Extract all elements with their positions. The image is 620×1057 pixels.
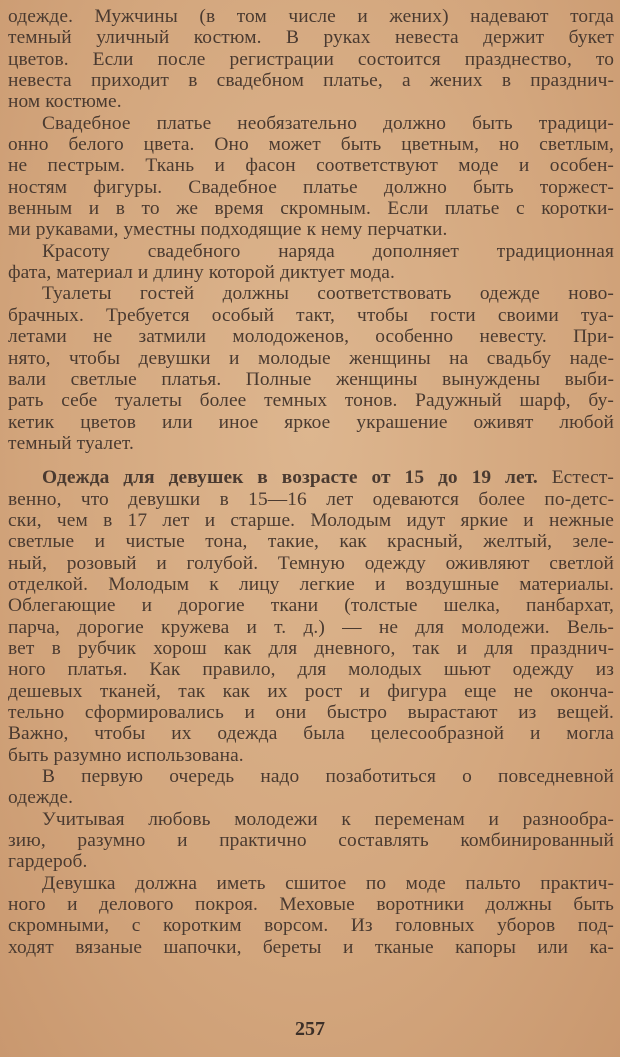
text-line: летами не затмили молодоженов, особенно невесту. При- xyxy=(8,326,614,348)
text-line: ного и делового покроя. Меховые воротники должны быть xyxy=(8,894,614,916)
text-line: быть разумно использована. xyxy=(8,744,244,766)
paragraph xyxy=(8,809,614,873)
paragraph xyxy=(8,241,614,284)
text-line: ходят вязаные шапочки, береты и тканые капоры или ка- xyxy=(8,936,614,958)
text-line: дешевых тканей, так как их рост и фигура еще не оконча- xyxy=(8,680,614,702)
text-line: одежде. xyxy=(8,787,74,809)
text-line: вали светлые платья. Полные женщины вынуждены выби- xyxy=(8,368,614,390)
text-line: В первую очередь надо позаботиться о повседневной xyxy=(42,766,614,788)
text-line: светлые и чистые тона, такие, как красный, желтый, зеле- xyxy=(8,531,614,553)
page-number: 257 xyxy=(295,1018,325,1040)
paragraph xyxy=(8,6,614,113)
text-line: скромными, с коротким ворсом. Из головных уборов под- xyxy=(8,915,614,937)
text-line: цветов. Если после регистрации состоится празднество, то xyxy=(8,48,614,70)
text-line: Туалеты гостей должны соответствовать одежде ново- xyxy=(42,283,614,305)
text-line: фата, материал и длину которой диктует мода. xyxy=(8,262,395,284)
text-line: не пестрым. Ткань и фасон соответствуют моде и особен- xyxy=(8,155,614,177)
text-line: ный, розовый и голубой. Темную одежду оживляют светлой xyxy=(8,552,614,574)
text-line: Учитывая любовь молодежи к переменам и разнообра- xyxy=(42,808,614,830)
text-line: вет в рубчик хорош как для дневного, так и для празднич- xyxy=(8,637,614,659)
text-line: Красоту свадебного наряда дополняет традиционная xyxy=(42,240,614,262)
text-line xyxy=(8,467,614,488)
paragraph-gap xyxy=(8,454,614,467)
text-line: Облегающие и дорогие ткани (толстые шелка, панбархат, xyxy=(8,595,614,617)
paragraph xyxy=(8,873,614,958)
text-line: ностям фигуры. Свадебное платье должно быть торжест- xyxy=(8,176,614,198)
text-line: зию, разумно и практично составлять комбинированный xyxy=(8,830,614,852)
text-line: парча, дорогие кружева и т. д.) — не для молодежи. Вель- xyxy=(8,616,614,638)
text-line: темный уличный костюм. В руках невеста держит букет xyxy=(8,27,614,49)
paragraph xyxy=(8,283,614,454)
text-line: невеста приходит в свадебном платье, а жених в празднич- xyxy=(8,70,614,92)
text-line-rest: Естест- xyxy=(537,467,614,489)
text-line: одежде. Мужчины (в том числе и жених) надевают тогда xyxy=(8,6,614,27)
text-line: венным и в то же время скромным. Если платье с коротки- xyxy=(8,198,614,220)
text-line: ми рукавами, уместны подходящие к нему перчатки. xyxy=(8,219,448,241)
text-line: Важно, чтобы их одежда была целесообразной и могла xyxy=(8,723,614,745)
text-line: тельно сформировались и они быстро вырастают из вещей. xyxy=(8,702,614,723)
text-line: ски, чем в 17 лет и старше. Молодым идут яркие и нежные xyxy=(8,509,614,531)
text-line: рать себе туалеты более темных тонов. Радужный шарф, бу- xyxy=(8,390,614,412)
text-line: онно белого цвета. Оно может быть цветным, но светлым, xyxy=(8,134,614,156)
text-line: нято, чтобы девушки и молодые женщины на свадьбу наде- xyxy=(8,347,614,369)
text-line: Девушка должна иметь сшитое по моде пальто практич- xyxy=(42,872,614,894)
section-heading: Одежда для девушек в возрасте от 15 до 19 лет. xyxy=(42,467,538,489)
text-line: отделкой. Молодым к лицу легкие и воздушные материалы. xyxy=(8,573,614,595)
section-paragraph xyxy=(8,467,614,766)
text-line: ного платья. Как правило, для молодых шьют одежду из xyxy=(8,659,614,681)
text-line: венно, что девушки в 15—16 лет одеваются более по-детс- xyxy=(8,488,614,510)
text-line: ном костюме. xyxy=(8,91,122,113)
paragraph xyxy=(8,113,614,241)
text-line: гардероб. xyxy=(8,851,88,873)
paragraph xyxy=(8,766,614,809)
text-line: Свадебное платье необязательно должно быть традици- xyxy=(42,112,614,134)
document-body xyxy=(8,6,614,958)
text-line: темный туалет. xyxy=(8,432,134,454)
text-line: брачных. Требуется особый такт, чтобы гости своими туа- xyxy=(8,304,614,326)
text-line: кетик цветов или иное яркое украшение оживят любой xyxy=(8,411,614,433)
